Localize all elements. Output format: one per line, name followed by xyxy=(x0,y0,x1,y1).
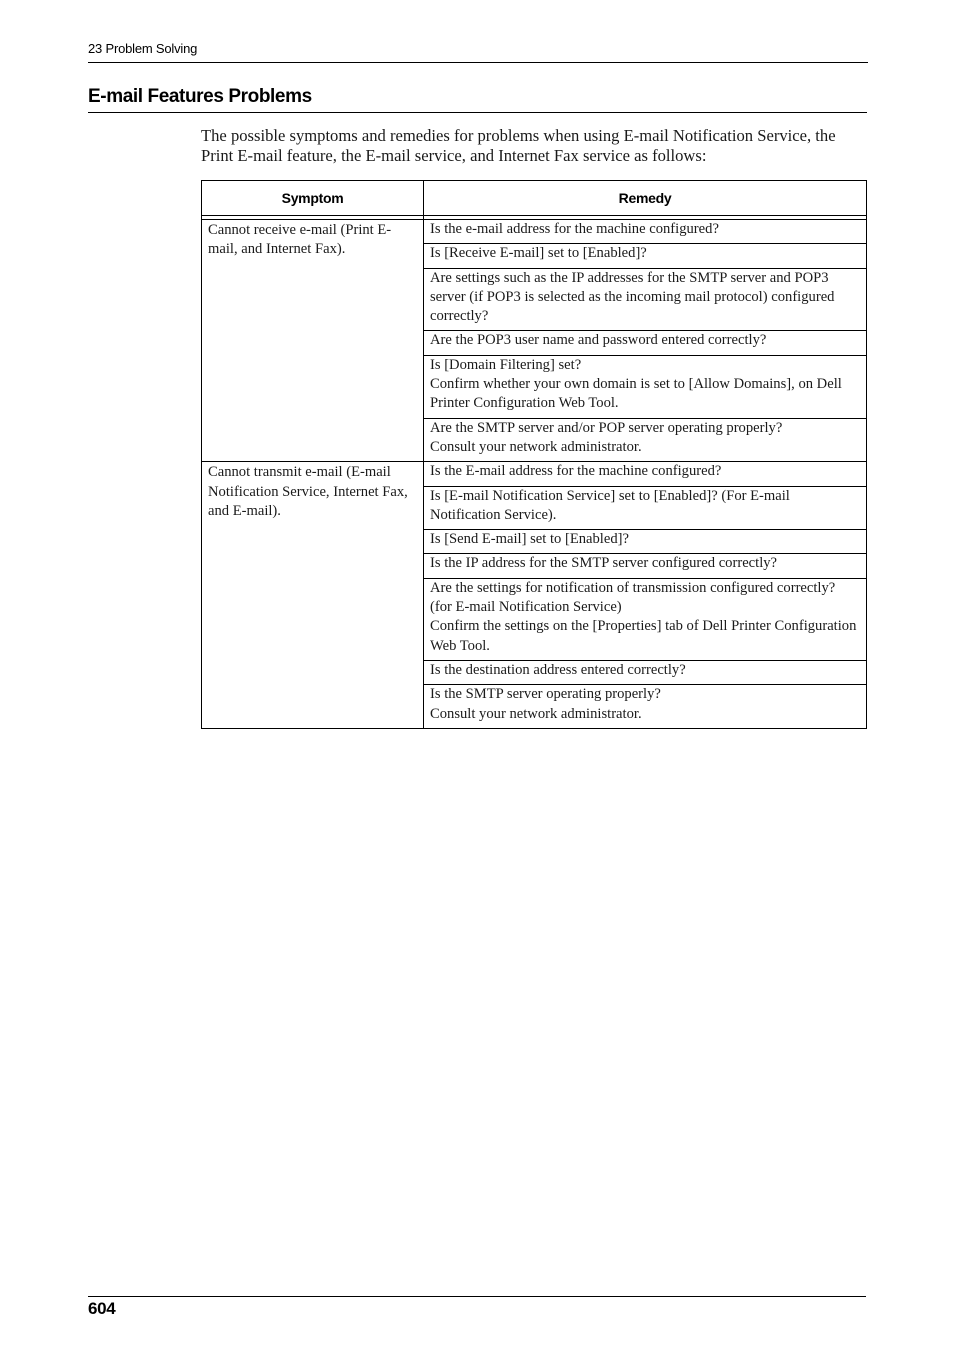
remedy-text: Is [Domain Filtering] set? xyxy=(430,356,582,373)
remedy-text: Is the IP address for the SMTP server configured correctly? xyxy=(430,555,778,572)
remedy-cell xyxy=(424,355,867,418)
remedy-cell xyxy=(424,244,867,268)
running-header-title: 23 Problem Solving xyxy=(88,41,198,56)
remedy-text: Is [Send E-mail] set to [Enabled]? xyxy=(430,531,629,548)
remedy-cell xyxy=(424,530,867,554)
remedy-text: Is the SMTP server operating properly? xyxy=(430,686,661,703)
remedy-cell xyxy=(424,554,867,578)
remedy-text: Is the destination address entered correctly? xyxy=(430,661,686,678)
remedy-text: Are the SMTP server and/or POP server operating properly? xyxy=(430,419,783,436)
table-row xyxy=(202,462,867,486)
page-number: 604 xyxy=(88,1299,116,1318)
running-header xyxy=(88,40,868,63)
remedy-text: Consult your network administrator. xyxy=(430,438,642,455)
table-header-row xyxy=(202,181,867,216)
symptom-cell: Cannot receive e-mail (Print E-mail, and Internet Fax). xyxy=(202,220,424,462)
remedy-cell xyxy=(424,486,867,530)
remedy-text: Are the settings for notification of transmission configured correctly? (for E-mail Notification Service) xyxy=(430,579,836,616)
remedy-cell xyxy=(424,578,867,660)
remedy-text: Consult your network administrator. xyxy=(430,705,642,722)
symptom-cell: Cannot transmit e-mail (E-mail Notification Service, Internet Fax, and E-mail). xyxy=(202,462,424,729)
remedy-cell xyxy=(424,685,867,729)
remedy-text: Confirm the settings on the [Properties] tab of Dell Printer Configuration Web Tool. xyxy=(430,618,857,654)
symptom-column-header: Symptom xyxy=(202,181,424,216)
remedy-text: Confirm whether your own domain is set to [Allow Domains], on Dell Printer Configuration Web Tool. xyxy=(430,376,842,412)
remedy-cell xyxy=(424,462,867,486)
table-row xyxy=(202,220,867,244)
remedy-text: Are the POP3 user name and password entered correctly? xyxy=(430,332,767,349)
remedy-text: Are settings such as the IP addresses for the SMTP server and POP3 server (if POP3 is selected as the incoming mail protocol) configured correctly? xyxy=(430,269,835,325)
remedy-text: Is the e-mail address for the machine configured? xyxy=(430,221,719,237)
page-footer xyxy=(88,1296,866,1319)
remedy-text: Is [Receive E-mail] set to [Enabled]? xyxy=(430,245,647,262)
remedy-text: Is [E-mail Notification Service] set to [Enabled]? (For E-mail Notification Service). xyxy=(430,487,790,523)
section-title: E-mail Features Problems xyxy=(88,84,867,113)
remedy-cell xyxy=(424,331,867,355)
remedy-column-header: Remedy xyxy=(424,181,867,216)
remedy-text: Is the E-mail address for the machine configured? xyxy=(430,463,722,480)
table-body xyxy=(202,216,867,729)
remedy-cell xyxy=(424,660,867,684)
remedy-cell xyxy=(424,418,867,462)
symptom-remedy-table xyxy=(201,180,867,729)
intro-paragraph: The possible symptoms and remedies for problems when using E-mail Notification Service, the Print E-mail feature, the E-mail service, and Internet Fax service as follows: xyxy=(201,126,836,165)
remedy-cell xyxy=(424,268,867,331)
remedy-cell xyxy=(424,220,867,244)
